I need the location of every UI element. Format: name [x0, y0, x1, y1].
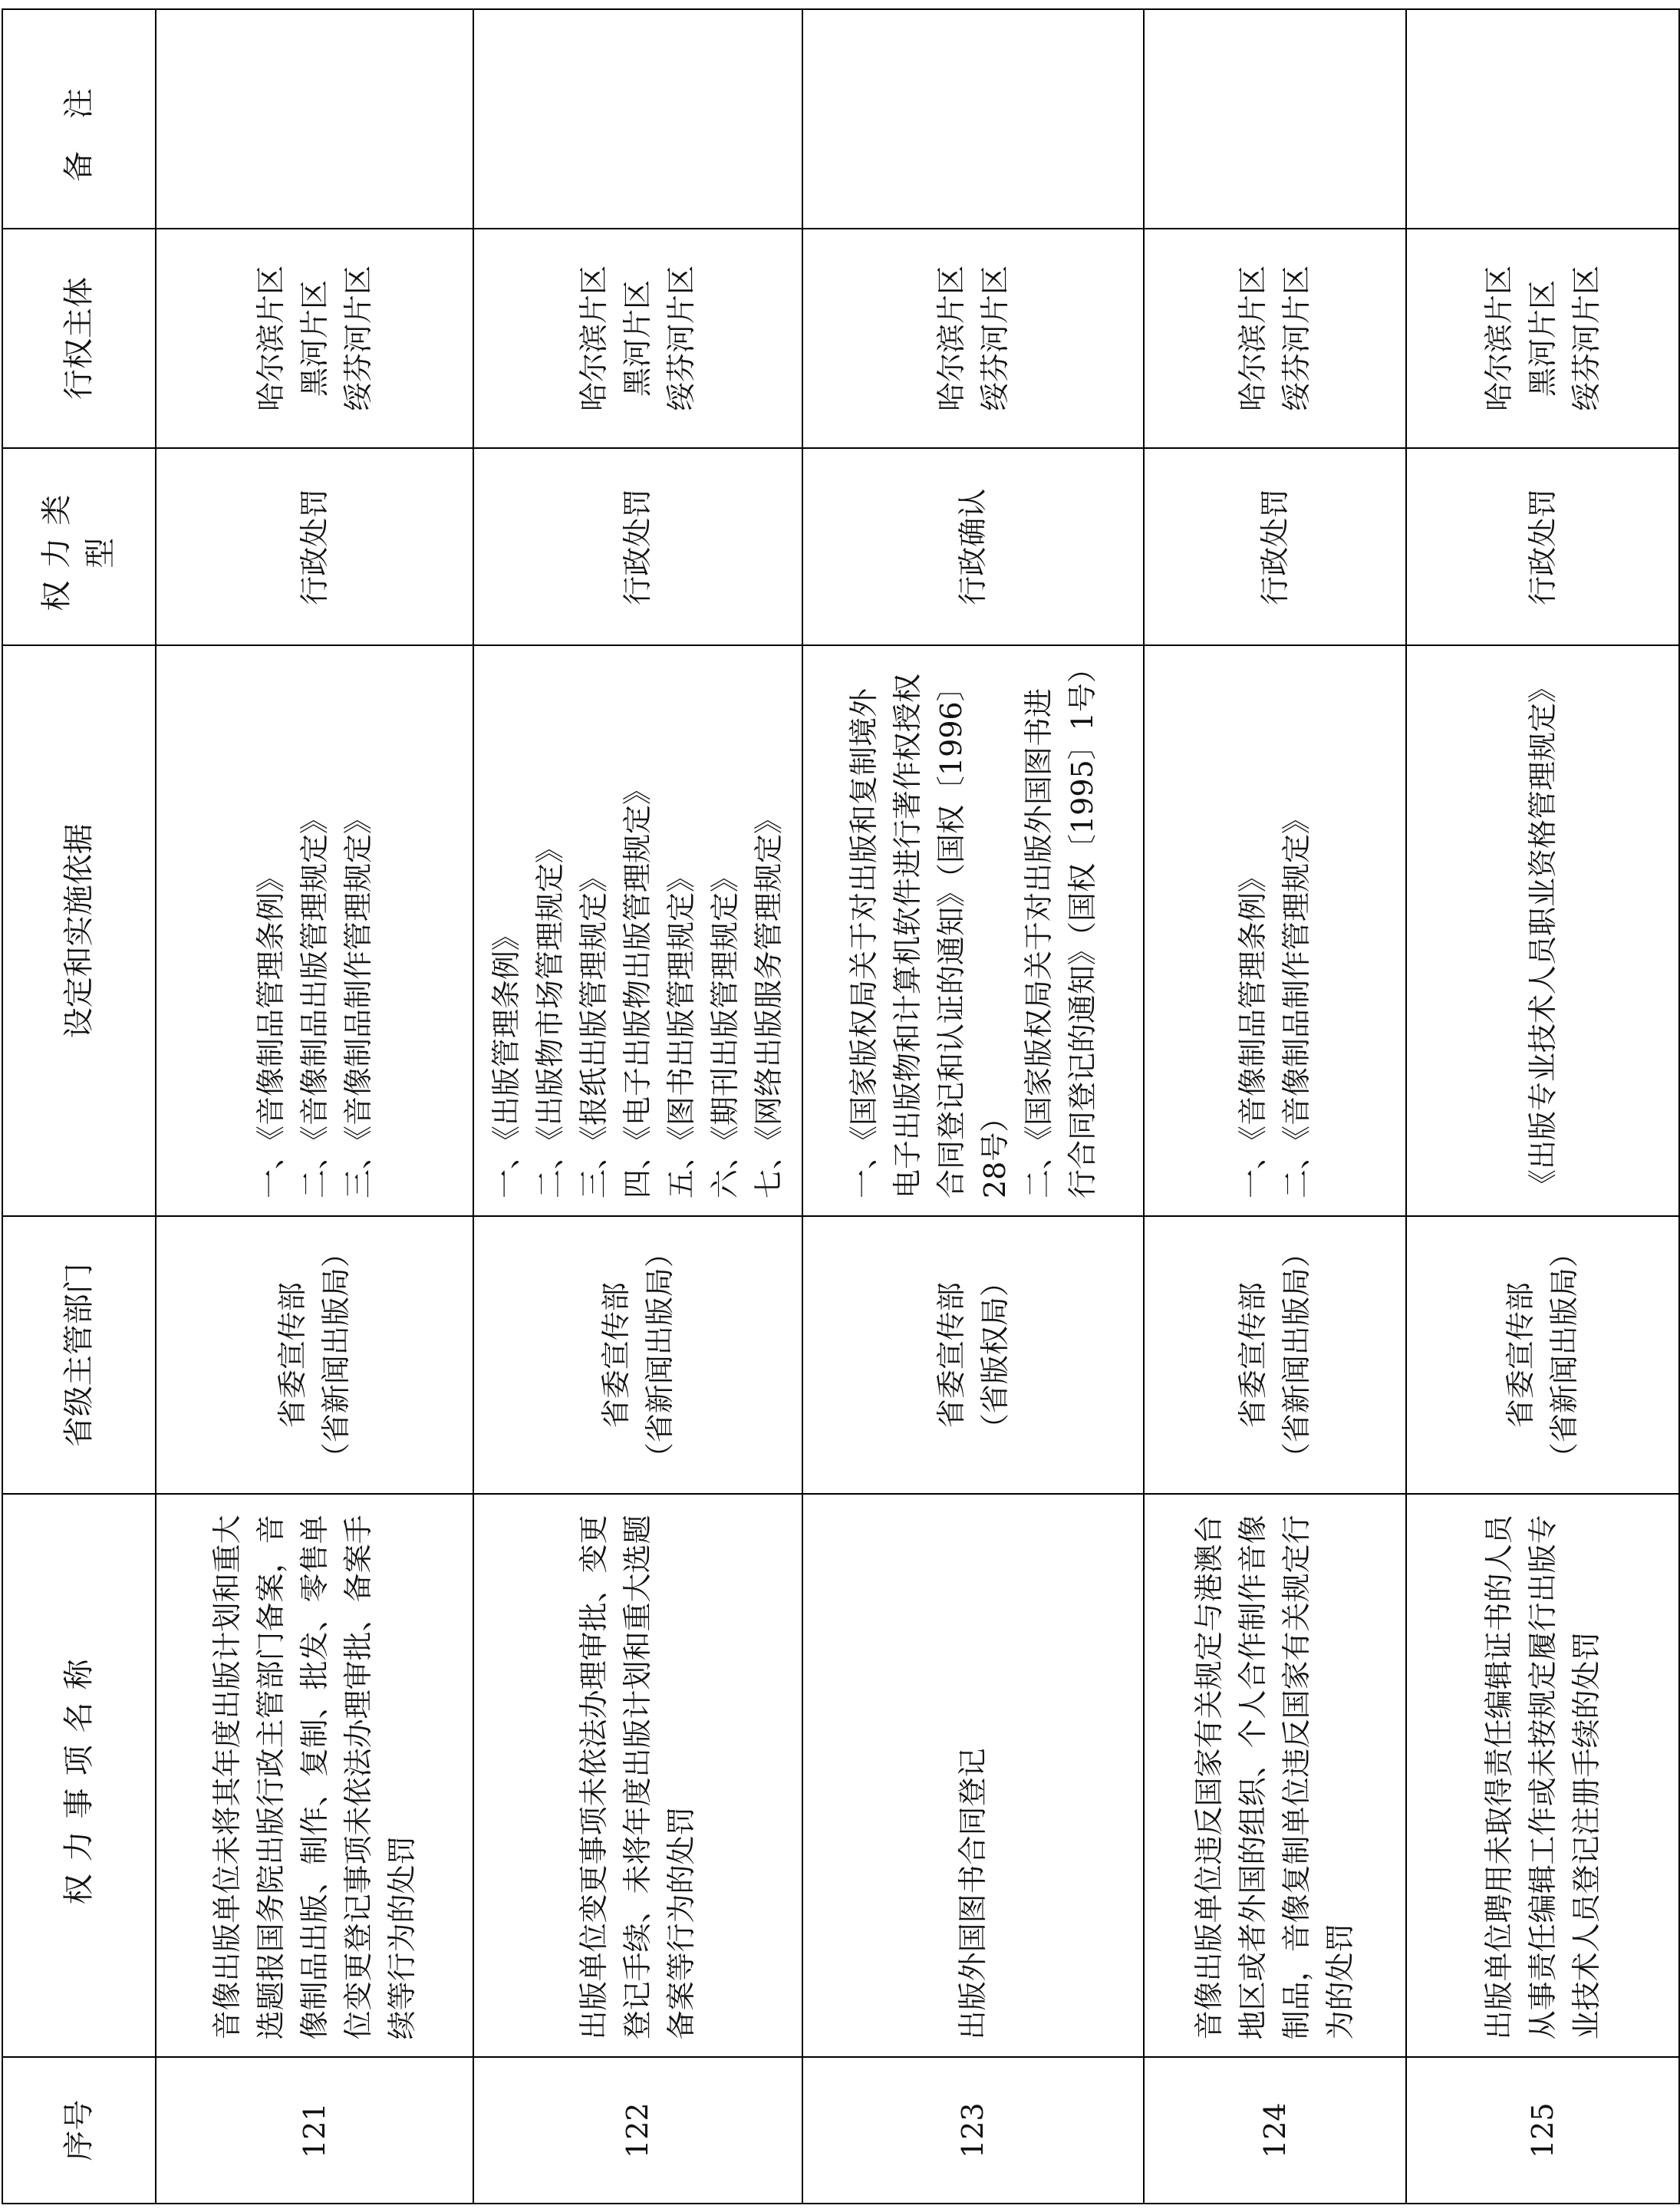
cell-line: 省委宣传部: [934, 1282, 968, 1429]
cell-subject: [1406, 229, 1679, 448]
table-row: [1144, 9, 1406, 2204]
cell-line: 哈尔滨片区: [253, 265, 288, 412]
basis-item: 二、《音像制品制作管理规定》: [1280, 805, 1313, 1199]
basis-item: 七、《网络出版服务管理规定》: [752, 805, 786, 1199]
basis-item: 二、《国家版权局关于对出版外国图书进行合同登记的通知》（国权〔1995〕1号）: [1021, 654, 1099, 1199]
basis-item: 五、《图书出版管理规定》: [664, 863, 698, 1199]
cell-line: 黑河片区: [621, 280, 654, 397]
cell-name: 音像出版单位未将其年度出版计划和重大选题报国务院出版行政主管部门备案，音像制品出版、制作、复制、批发、零售单位变更登记事项未依法办理审批、备案手续等行为的处罚: [156, 1494, 473, 2057]
basis-item: 三、《报纸出版管理规定》: [577, 863, 611, 1199]
table-row: [473, 9, 802, 2204]
cell-line: 哈尔滨片区: [1236, 265, 1270, 412]
header-row: [2, 9, 156, 2204]
cell-basis: [802, 645, 1144, 1216]
cell-seq: 125: [1406, 2057, 1679, 2204]
cell-dept: [1144, 1216, 1406, 1494]
cell-name: 出版外国图书合同登记: [802, 1494, 1144, 2057]
cell-type: 行政处罚: [1144, 448, 1406, 645]
cell-subject: [473, 229, 802, 448]
cell-name: 出版单位聘用未取得责任编辑证书的人员从事责任编辑工作或未按规定履行出版专业技术人员登记注册手续的处罚: [1406, 1494, 1679, 2057]
basis-item: 一、《音像制品管理条例》: [253, 863, 288, 1199]
cell-line: 哈尔滨片区: [1481, 265, 1516, 412]
basis-item: 六、《期刊出版管理规定》: [708, 863, 742, 1199]
cell-line: 省委宣传部: [275, 1282, 309, 1429]
cell-line: （省新闻出版局）: [642, 1238, 677, 1472]
cell-note: [1406, 9, 1679, 229]
basis-item: 二、《音像制品出版管理规定》: [297, 805, 331, 1199]
cell-line: 绥芬河片区: [341, 265, 375, 412]
basis-item: 《出版专业技术人员职业资格管理规定》: [1525, 674, 1560, 1199]
cell-note: [802, 9, 1144, 229]
cell-basis: [156, 645, 473, 1216]
cell-subject: [802, 229, 1144, 448]
cell-line: （省新闻出版局）: [1547, 1238, 1581, 1472]
cell-note: [473, 9, 802, 229]
cell-basis: [1144, 645, 1406, 1216]
cell-seq: 121: [156, 2057, 473, 2204]
cell-type: 行政确认: [802, 448, 1144, 645]
cell-dept: [156, 1216, 473, 1494]
basis-item: 一、《出版管理条例》: [489, 921, 523, 1199]
cell-type: 行政处罚: [1406, 448, 1679, 645]
cell-line: 绥芬河片区: [1569, 265, 1603, 412]
cell-basis: [1406, 645, 1679, 1216]
cell-line: 哈尔滨片区: [577, 265, 611, 412]
cell-dept: [1406, 1216, 1679, 1494]
cell-dept: [802, 1216, 1144, 1494]
basis-item: 一、《音像制品管理条例》: [1236, 863, 1270, 1199]
cell-line: 哈尔滨片区: [934, 265, 968, 412]
cell-subject: [1144, 229, 1406, 448]
cell-name: 音像出版单位违反国家有关规定与港澳台地区或者外国的组织、个人合作制作音像制品，音像复制单位违反国家有关规定行为的处罚: [1144, 1494, 1406, 2057]
cell-basis: [473, 645, 802, 1216]
cell-type: 行政处罚: [156, 448, 473, 645]
cell-note: [156, 9, 473, 229]
header-dept: 省级主管部门: [2, 1216, 156, 1494]
cell-line: 省委宣传部: [1504, 1282, 1537, 1429]
header-basis: 设定和实施依据: [2, 645, 156, 1216]
cell-seq: 124: [1144, 2057, 1406, 2204]
basis-item: 三、《音像制品制作管理规定》: [341, 805, 375, 1199]
cell-note: [1144, 9, 1406, 229]
basis-item: 二、《出版物市场管理规定》: [533, 834, 567, 1199]
header-note: 备注: [2, 9, 156, 229]
header-seq: 序号: [2, 2057, 156, 2204]
basis-item: 四、《电子出版物出版管理规定》: [621, 776, 654, 1199]
cell-line: 绥芬河片区: [977, 265, 1012, 412]
cell-line: 省委宣传部: [598, 1282, 633, 1429]
cell-line: 黑河片区: [297, 280, 331, 397]
cell-seq: 123: [802, 2057, 1144, 2204]
table-row: [802, 9, 1144, 2204]
cell-line: 省委宣传部: [1236, 1282, 1270, 1429]
cell-type: 行政处罚: [473, 448, 802, 645]
cell-dept: [473, 1216, 802, 1494]
basis-item: 一、《国家版权局关于对出版和复制境外电子出版物和计算机软件进行著作权授权合同登记和认证的通知》（国权〔1996〕28号）: [846, 672, 1012, 1199]
cell-line: 绥芬河片区: [664, 265, 698, 412]
cell-line: （省新闻出版局）: [319, 1238, 353, 1472]
cell-line: 绥芬河片区: [1280, 265, 1313, 412]
table-row: [1406, 9, 1679, 2204]
power-items-table: [2, 8, 1680, 2204]
cell-line: 黑河片区: [1525, 280, 1560, 397]
header-subject: 行权主体: [2, 229, 156, 448]
cell-line: （省新闻出版局）: [1280, 1238, 1313, 1472]
header-type: 权力类型: [2, 448, 156, 645]
cell-line: （省版权局）: [977, 1268, 1012, 1443]
cell-name: 出版单位变更事项未依法办理审批、变更登记手续、未将年度出版计划和重大选题备案等行为的处罚: [473, 1494, 802, 2057]
cell-subject: [156, 229, 473, 448]
header-name: 权力事项名称: [2, 1494, 156, 2057]
cell-seq: 122: [473, 2057, 802, 2204]
table-row: [156, 9, 473, 2204]
